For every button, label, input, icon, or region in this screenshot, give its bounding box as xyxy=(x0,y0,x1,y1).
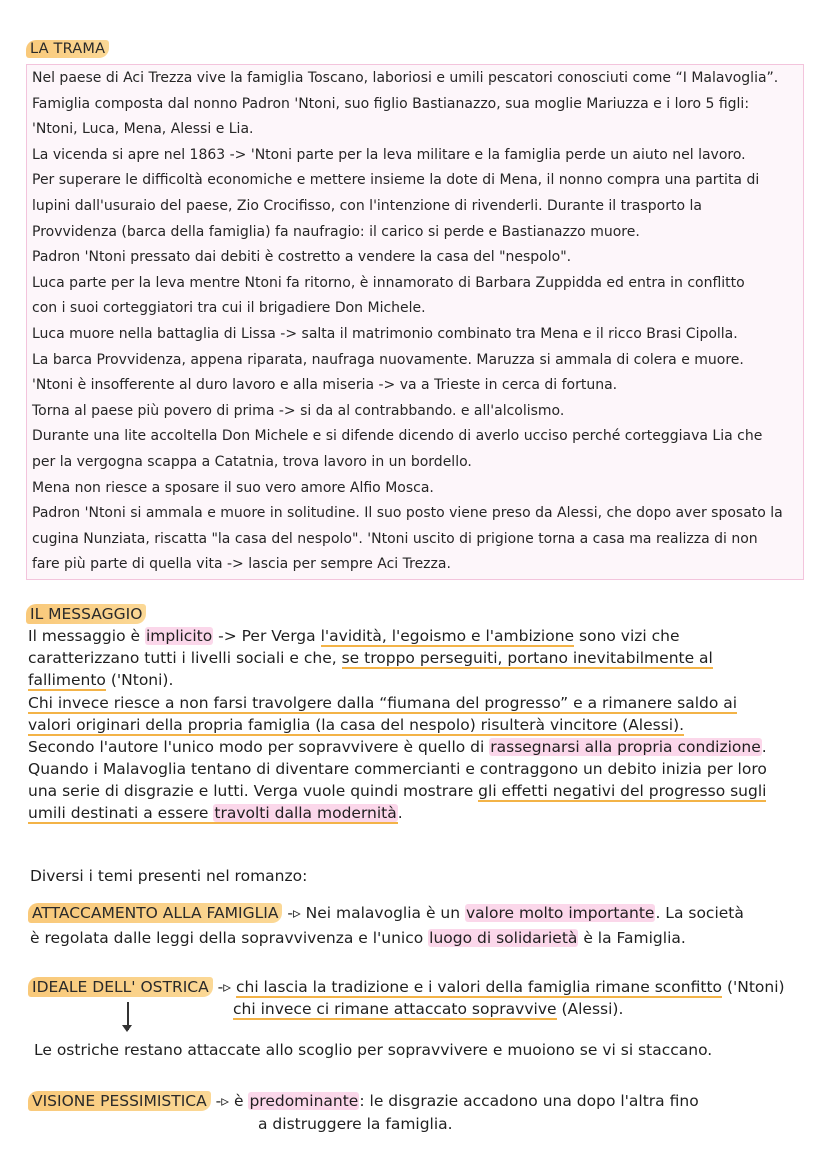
messaggio-line-7: Quando i Malavoglia tentano di diventare commercianti e contraggono un debito inizia per loro xyxy=(28,760,767,778)
messaggio-line-2: caratterizzano tutti i livelli sociali e che, se troppo perseguiti, portano inevitabilmente al xyxy=(28,649,713,667)
trama-line: Mena non riesce a sposare il suo vero amore Alfio Mosca. xyxy=(32,479,434,496)
trama-line: 'Ntoni, Luca, Mena, Alessi e Lia. xyxy=(32,121,254,138)
trama-title: LA TRAMA xyxy=(26,40,109,58)
trama-line: La vicenda si apre nel 1863 -> 'Ntoni parte per la leva militare e la famiglia perde un aiuto nel lavoro. xyxy=(32,146,746,163)
visione-line-2: a distruggere la famiglia. xyxy=(258,1115,453,1133)
temi-intro: Diversi i temi presenti nel romanzo: xyxy=(30,867,308,885)
trama-line: Padron 'Ntoni si ammala e muore in solitudine. Il suo posto viene preso da Alessi, che dopo aver sposato la xyxy=(32,505,783,522)
messaggio-line-9: umili destinati a essere travolti dalla modernità. xyxy=(28,804,403,822)
ostrica-line-1: IDEALE DELL' OSTRICA -▹ chi lascia la tradizione e i valori della famiglia rimane sconfitto ('Ntoni) xyxy=(28,977,785,998)
trama-line: 'Ntoni è insofferente al duro lavoro e alla miseria -> va a Trieste in cerca di fortuna. xyxy=(32,377,618,394)
trama-line: Luca muore nella battaglia di Lissa -> salta il matrimonio combinato tra Mena e il ricco Brasi Cipolla. xyxy=(32,326,738,342)
trama-line: La barca Provvidenza, appena riparata, naufraga nuovamente. Maruzza si ammala di colera e muore. xyxy=(32,351,744,368)
messaggio-line-4: Chi invece riesce a non farsi travolgere dalla “fiumana del progresso” e a rimanere saldo ai xyxy=(28,694,738,712)
trama-line: lupini dall'usuraio del paese, Zio Crocifisso, con l'intenzione di rivenderli. Durante il trasporto la xyxy=(32,198,702,214)
visione-line-1: VISIONE PESSIMISTICA -▹ è predominante: le disgrazie accadono una dopo l'altra fino xyxy=(28,1091,699,1112)
famiglia-line-2: è regolata dalle leggi della sopravvivenza e l'unico luogo di solidarietà è la Famiglia. xyxy=(30,929,686,947)
trama-line: con i suoi corteggiatori tra cui il brigadiere Don Michele. xyxy=(32,300,426,317)
messaggio-line-3: fallimento ('Ntoni). xyxy=(28,671,174,689)
trama-line: Famiglia composta dal nonno Padron 'Ntoni, suo figlio Bastianazzo, sua moglie Mariuzza e i loro 5 figli: xyxy=(32,95,750,112)
trama-line: fare più parte di quella vita -> lascia per sempre Aci Trezza. xyxy=(32,556,451,573)
trama-line: Provvidenza (barca della famiglia) fa naufragio: il carico si perde e Bastianazzo muore. xyxy=(32,223,640,240)
trama-line: Torna al paese più povero di prima -> si da al contrabbando. e all'alcolismo. xyxy=(32,402,565,419)
trama-line: Per superare le difficoltà economiche e mettere insieme la dote di Mena, il nonno compra una partita di xyxy=(32,172,760,189)
messaggio-title: IL MESSAGGIO xyxy=(26,604,146,625)
down-arrow-icon xyxy=(122,1025,132,1032)
visione-title: VISIONE PESSIMISTICA xyxy=(28,1091,211,1111)
trama-box xyxy=(26,64,804,580)
famiglia-line-1: ATTACCAMENTO ALLA FAMIGLIA -▹ Nei malavoglia è un valore molto importante. La società xyxy=(28,903,744,924)
messaggio-line-8: una serie di disgrazie e lutti. Verga vuole quindi mostrare gli effetti negativi del progresso sugli xyxy=(28,782,767,800)
messaggio-line-5: valori originari della propria famiglia (la casa del nespolo) risulterà vincitore (Alessi). xyxy=(28,716,685,734)
trama-line: Padron 'Ntoni pressato dai debiti è costretto a vendere la casa del "nespolo". xyxy=(32,249,572,266)
trama-line: per la vergogna scappa a Catatnia, trova lavoro in un bordello. xyxy=(32,454,472,470)
messaggio-line-1: Il messaggio è implicito -> Per Verga l'avidità, l'egoismo e l'ambizione sono vizi che xyxy=(28,627,680,645)
messaggio-line-6: Secondo l'autore l'unico modo per sopravvivere è quello di rassegnarsi alla propria condizione. xyxy=(28,738,767,756)
ostrica-line-2: chi invece ci rimane attaccato sopravvive (Alessi). xyxy=(233,1000,624,1018)
trama-line: Luca parte per la leva mentre Ntoni fa ritorno, è innamorato di Barbara Zuppidda ed entra in conflitto xyxy=(32,274,745,291)
ostrica-title: IDEALE DELL' OSTRICA xyxy=(28,977,213,997)
ostrica-note: Le ostriche restano attaccate allo scoglio per sopravvivere e muoiono se vi si staccano. xyxy=(34,1041,713,1059)
trama-line: cugina Nunziata, riscatta "la casa del nespolo". 'Ntoni uscito di prigione torna a casa ma realizza di non xyxy=(32,530,758,547)
trama-line: Durante una lite accoltella Don Michele e si difende dicendo di averlo ucciso perché corteggiava Lia che xyxy=(32,428,763,445)
famiglia-title: ATTACCAMENTO ALLA FAMIGLIA xyxy=(28,903,282,923)
trama-line: Nel paese di Aci Trezza vive la famiglia Toscano, laboriosi e umili pescatori conosciuti come “I Malavoglia”. xyxy=(32,70,779,86)
